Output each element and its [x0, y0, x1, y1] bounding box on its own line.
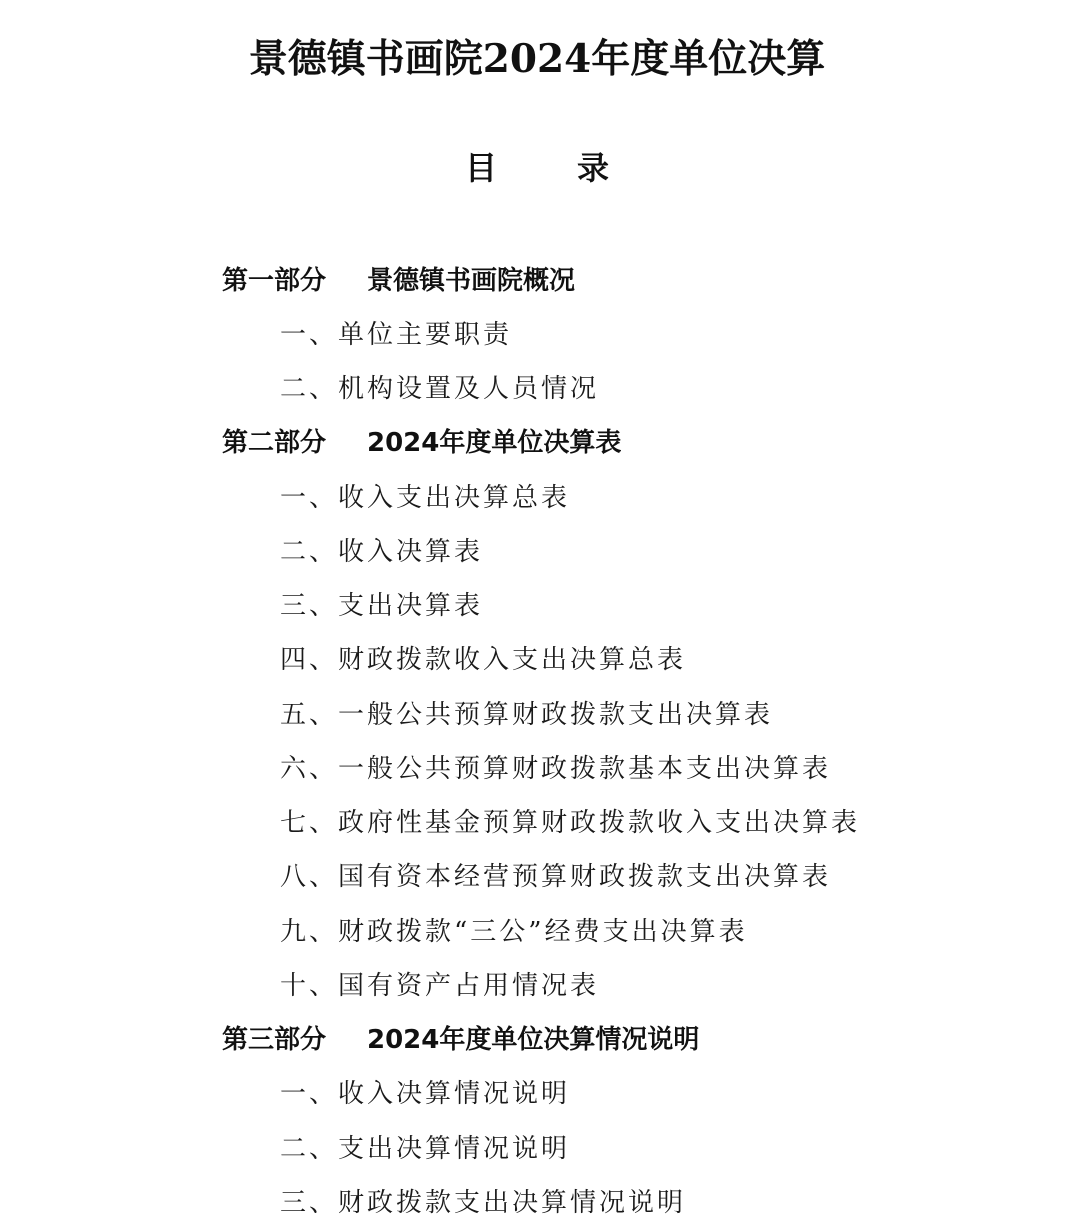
part-title: 景德镇书画院概况 [367, 265, 576, 296]
toc-item[interactable]: 四、财政拨款收入支出决算总表 [280, 645, 687, 676]
part-title: 2024年度单位决算情况说明 [367, 1025, 700, 1056]
document-title: 景德镇书画院2024年度单位决算 [248, 36, 826, 82]
toc-part-3[interactable] [0, 1011, 1074, 1065]
toc-item[interactable]: 一、收入支出决算总表 [280, 482, 571, 513]
toc-item[interactable]: 二、支出决算情况说明 [280, 1133, 571, 1164]
toc-item[interactable]: 一、单位主要职责 [280, 319, 513, 350]
toc-item[interactable]: 七、政府性基金预算财政拨款收入支出决算表 [280, 808, 861, 839]
toc-heading-right: 录 [577, 149, 610, 187]
toc-item[interactable]: 三、支出决算表 [280, 591, 484, 622]
toc-part-2[interactable] [0, 414, 1074, 468]
part-title: 2024年度单位决算表 [367, 428, 622, 459]
toc-heading-left: 目 [464, 149, 497, 187]
toc-item[interactable]: 六、一般公共预算财政拨款基本支出决算表 [280, 753, 832, 784]
toc-item[interactable]: 二、收入决算表 [280, 536, 484, 567]
toc-item[interactable]: 十、国有资产占用情况表 [280, 970, 600, 1001]
toc-item[interactable]: 九、财政拨款“三公”经费支出决算表 [280, 916, 748, 947]
table-of-contents [0, 251, 1074, 1228]
part-label: 第二部分 [222, 428, 327, 459]
toc-item[interactable]: 三、财政拨款支出决算情况说明 [280, 1187, 687, 1218]
toc-heading [0, 147, 1074, 189]
toc-part-1[interactable] [0, 251, 1074, 305]
part-label: 第三部分 [222, 1025, 327, 1056]
toc-item[interactable]: 一、收入决算情况说明 [280, 1079, 571, 1110]
toc-item[interactable]: 八、国有资本经营预算财政拨款支出决算表 [280, 862, 832, 893]
toc-item[interactable]: 二、机构设置及人员情况 [280, 374, 600, 405]
toc-item[interactable]: 五、一般公共预算财政拨款支出决算表 [280, 699, 774, 730]
part-label: 第一部分 [222, 265, 327, 296]
